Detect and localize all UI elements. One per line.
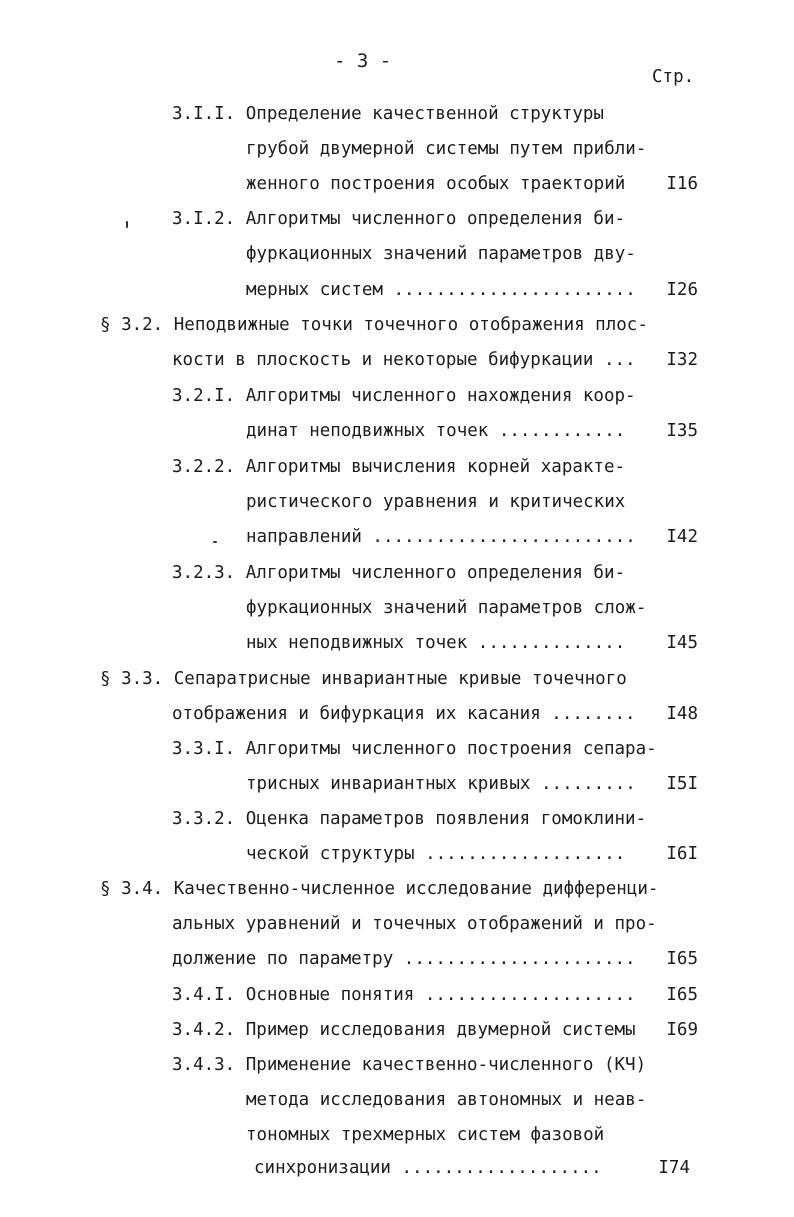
toc-section-3-3: § 3.3. Сепаратрисные инвариантные кривые точечного: [100, 669, 627, 689]
toc-entry-3-2-3-cont: фуркационных значений параметров слож-: [246, 598, 647, 618]
toc-entry-3-4-2: 3.4.2. Пример исследования двумерной системы: [172, 1020, 636, 1040]
page-ref: I65: [666, 949, 698, 969]
page-ref: I35: [666, 421, 698, 441]
page-ref: I32: [666, 350, 698, 370]
page-ref: I69: [666, 1020, 698, 1040]
toc-entry-3-1-1-cont: женного построения особых траекторий: [246, 174, 626, 194]
toc-entry-3-4-3: 3.4.3. Применение качественно-численного (КЧ): [172, 1055, 647, 1075]
page-number: - 3 -: [334, 50, 392, 72]
toc-entry-3-2-3-cont: ных неподвижных точек ..............: [246, 633, 626, 653]
toc-entry-3-4-3-cont: метода исследования автономных и неав-: [246, 1090, 647, 1110]
toc-section-3-4: § 3.4. Качественно-численное исследование дифференци-: [100, 879, 659, 899]
toc-section-3-4-cont: альных уравнений и точечных отображений и про-: [172, 914, 657, 934]
toc-entry-3-1-2: 3.I.2. Алгоритмы численного определения би-: [172, 209, 626, 229]
toc-section-3-4-cont: должение по параметру ......................: [172, 949, 636, 969]
page-ref: I65: [666, 985, 698, 1005]
scan-speck: [126, 221, 128, 228]
toc-entry-3-4-1: 3.4.I. Основные понятия ....................: [172, 985, 636, 1005]
toc-entry-3-3-1: 3.3.I. Алгоритмы численного построения сепара-: [172, 739, 657, 759]
page-ref: I48: [666, 704, 698, 724]
page-ref: I6I: [666, 844, 698, 864]
toc-entry-3-2-2-cont: направлений .........................: [246, 527, 636, 547]
toc-section-3-2: § 3.2. Неподвижные точки точечного отображения плос-: [100, 315, 648, 335]
scan-speck: [213, 541, 217, 543]
toc-entry-3-2-1-cont: динат неподвижных точек ............: [246, 421, 626, 441]
toc-entry-3-1-1-cont: грубой двумерной системы путем прибли-: [246, 139, 647, 159]
page-ref: I45: [666, 633, 698, 653]
page-ref: I5I: [666, 774, 698, 794]
toc-section-3-3-cont: отображения и бифуркация их касания ........: [172, 704, 636, 724]
toc-entry-3-2-1: 3.2.I. Алгоритмы численного нахождения коор-: [172, 386, 636, 406]
toc-entry-3-3-2-cont: ческой структуры ...................: [246, 844, 626, 864]
page-ref: I26: [666, 280, 698, 300]
toc-section-3-2-cont: кости в плоскость и некоторые бифуркации ...: [172, 350, 636, 370]
toc-entry-3-1-2-cont: мерных систем .......................: [246, 280, 636, 300]
toc-entry-3-2-3: 3.2.3. Алгоритмы численного определения би-: [172, 563, 626, 583]
toc-entry-3-2-2: 3.2.2. Алгоритмы вычисления корней характе-: [172, 457, 626, 477]
toc-entry-3-4-3-cont: тономных трехмерных систем фазовой: [246, 1125, 605, 1145]
toc-entry-3-1-2-cont: фуркационных значений параметров дву-: [246, 244, 636, 264]
toc-entry-3-4-3-cont: синхронизации ...................: [254, 1158, 602, 1178]
column-header-page: Стр.: [652, 67, 695, 87]
page-ref: I42: [666, 527, 698, 547]
toc-entry-3-3-2: 3.3.2. Оценка параметров появления гомоклини-: [172, 809, 647, 829]
toc-entry-3-2-2-cont: ристического уравнения и критических: [246, 492, 626, 512]
toc-entry-3-1-1: 3.I.I. Определение качественной структуры: [172, 104, 604, 124]
page-ref: I74: [658, 1158, 690, 1178]
page-ref: I16: [666, 174, 698, 194]
toc-entry-3-3-1-cont: трисных инвариантных кривых .........: [246, 774, 636, 794]
